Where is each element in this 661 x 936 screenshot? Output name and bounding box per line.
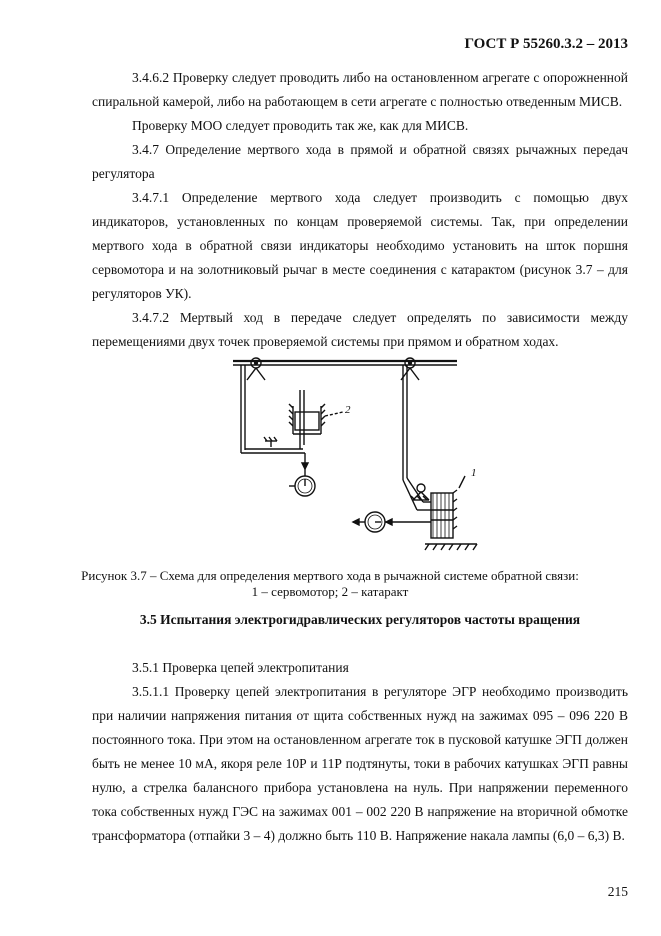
figure-label-2: 2 (345, 404, 351, 416)
figure-caption (60, 568, 600, 600)
figure-3-7-diagram (225, 350, 485, 562)
figure-label-1: 1 (471, 467, 477, 479)
section-heading-3-5: 3.5 Испытания электрогидравлических регуляторов частоты вращения (139, 612, 581, 627)
figure-caption-title: Рисунок 3.7 – Схема для определения мертвого хода в рычажной системе обратной связи: (81, 568, 579, 583)
paragraph-3-4-7-2: 3.4.7.2 Мертвый ход в передаче следует определять по зависимости между перемещениями двух точек проверяемой системы при прямом и обратном ходах. (92, 310, 628, 349)
figure-caption-legend: 1 – сервомотор; 2 – катаракт (251, 584, 409, 599)
paragraph-3-4-7: 3.4.7 Определение мертвого хода в прямой и обратной связях рычажных передач регулятора (92, 142, 628, 181)
page-number: 215 (607, 884, 628, 899)
paragraph-3-5-1: 3.5.1 Проверка цепей электропитания (132, 660, 349, 675)
paragraph-moo: Проверку МОО следует проводить так же, как для МИСВ. (132, 118, 469, 133)
paragraph-3-4-6-2: 3.4.6.2 Проверку следует проводить либо на остановленном агрегате с опорожненной спиральной камерой, либо на работающем в сети агрегате с полностью отведенным МИСВ. (92, 70, 628, 109)
document-header: ГОСТ Р 55260.3.2 – 2013 (464, 36, 628, 52)
paragraph-3-4-7-1: 3.4.7.1 Определение мертвого хода следует производить с помощью двух индикаторов, установленных по концам проверяемой системы. Так, при определении мертвого хода в обратной связи индикаторы необходимо установить на шток поршня сервомотора и на золотниковый рычаг в месте соединения с катарактом (рисунок 3.7 – для регуляторов УК). (92, 190, 628, 301)
paragraph-3-5-1-1: 3.5.1.1 Проверку цепей электропитания в регуляторе ЭГР необходимо производить при наличии напряжения питания от щита собственных нужд на зажимах 095 – 096 220 В постоянного тока. При этом на остановленном агрегате ток в пусковой катушке ЭГП должен быть не менее 10 мА, якоря реле 10Р и 11Р подтянуты, токи в рабочих катушках ЭГП равны нулю, а стрелка балансного прибора установлена на нуль. При напряжении переменного тока собственных нужд ГЭС на зажимах 001 – 002 220 В напряжение на вторичной обмотке трансформатора (отпайки 3 – 4) должно быть 110 В. Напряжение накала лампы (6,0 – 6,3) В. (92, 684, 628, 843)
